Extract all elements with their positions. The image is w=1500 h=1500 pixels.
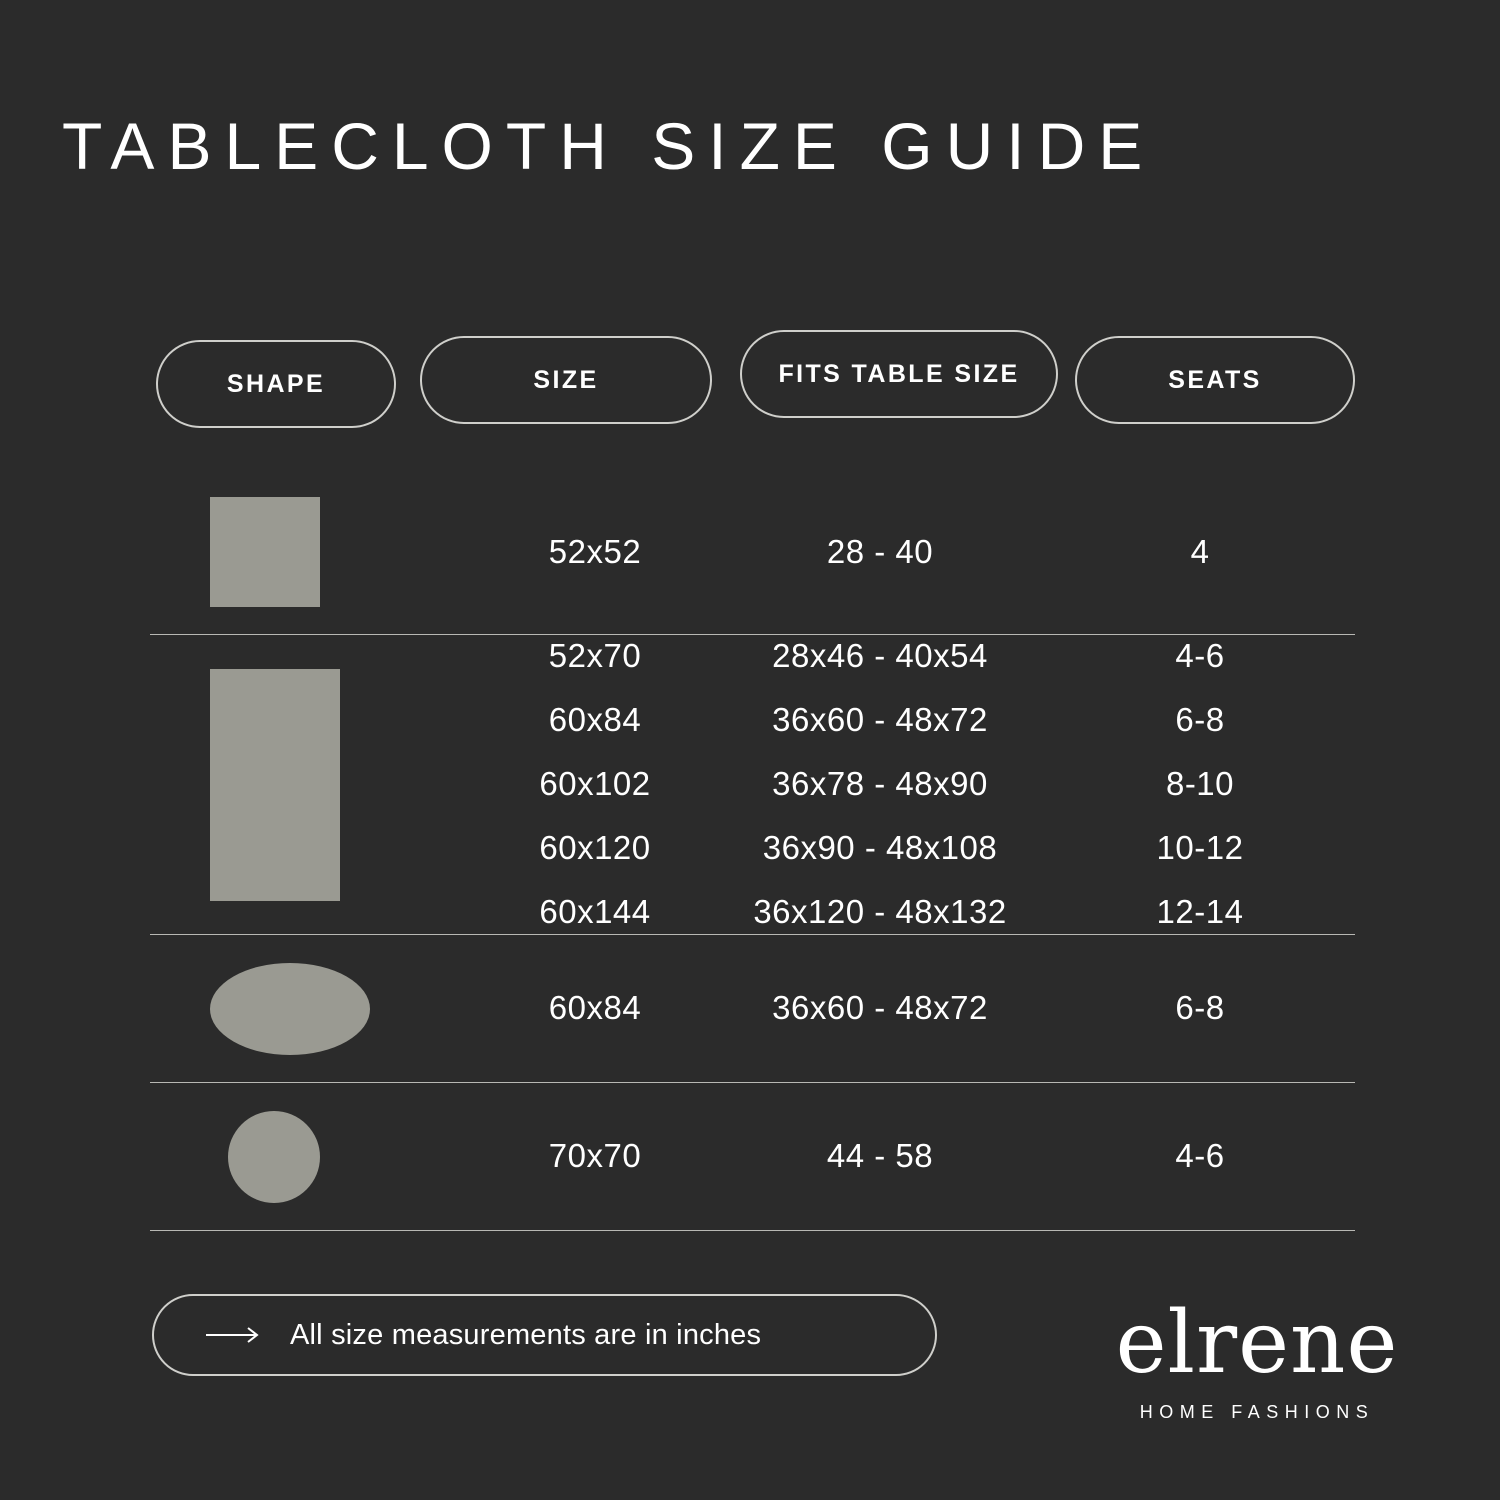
seats-value: 4 (1190, 532, 1210, 570)
shape-cell (150, 1111, 480, 1203)
column-header-size-label: SIZE (533, 365, 599, 394)
size-value: 60x84 (548, 701, 642, 739)
seats-value: 6-8 (1175, 701, 1225, 739)
column-header-seats (1075, 336, 1355, 424)
measurement-note-text: All size measurements are in inches (290, 1318, 762, 1351)
seats-cell (1050, 531, 1350, 574)
size-value: 60x120 (539, 828, 651, 866)
column-header-fits-label: FITS TABLE SIZE (778, 359, 1020, 388)
circle-shape-icon (228, 1111, 320, 1203)
fits-value: 36x90 - 48x108 (762, 828, 998, 866)
table-row (150, 935, 1355, 1083)
seats-value: 12-14 (1156, 892, 1244, 930)
fits-value: 44 - 58 (826, 1137, 934, 1175)
brand-tagline: HOME FASHIONS (1139, 1402, 1375, 1422)
column-header-row (150, 330, 1360, 430)
brand-logo (1092, 1293, 1422, 1423)
column-header-size (420, 336, 712, 424)
arrow-right-icon (206, 1326, 264, 1344)
seats-cell (1050, 635, 1350, 933)
size-value: 60x84 (548, 989, 642, 1027)
oval-shape-icon (210, 963, 370, 1055)
fits-value: 36x120 - 48x132 (753, 892, 1007, 930)
column-header-shape (156, 340, 396, 428)
size-value: 60x144 (539, 892, 651, 930)
table-row (150, 635, 1355, 935)
column-header-fits-table-size (740, 330, 1058, 418)
size-cell (480, 1135, 710, 1178)
page-title: TABLECLOTH SIZE GUIDE (62, 109, 1156, 183)
size-cell (480, 635, 710, 933)
fits-value: 36x60 - 48x72 (772, 989, 988, 1027)
size-cell (480, 987, 710, 1030)
table-row (150, 470, 1355, 635)
rectangle-shape-icon (210, 669, 340, 901)
column-header-seats-label: SEATS (1168, 365, 1262, 394)
fits-value: 36x60 - 48x72 (772, 701, 988, 739)
size-value: 70x70 (548, 1137, 642, 1175)
column-header-shape-label: SHAPE (226, 369, 326, 398)
size-cell (480, 531, 710, 574)
seats-value: 4-6 (1175, 1137, 1225, 1175)
seats-value: 6-8 (1175, 989, 1225, 1027)
size-value: 60x102 (539, 765, 651, 803)
shape-cell (150, 669, 480, 901)
seats-value: 4-6 (1175, 637, 1225, 675)
fits-value: 28x46 - 40x54 (772, 637, 988, 675)
seats-cell (1050, 1135, 1350, 1178)
size-value: 52x52 (548, 532, 642, 570)
fits-cell (710, 1135, 1050, 1178)
size-value: 52x70 (548, 637, 642, 675)
fits-cell (710, 531, 1050, 574)
size-table (150, 470, 1355, 1231)
fits-value: 36x78 - 48x90 (772, 765, 988, 803)
table-row (150, 1083, 1355, 1231)
fits-cell (710, 987, 1050, 1030)
measurement-note (152, 1294, 937, 1376)
fits-cell (710, 635, 1050, 933)
seats-value: 10-12 (1156, 828, 1244, 866)
fits-value: 28 - 40 (826, 532, 934, 570)
shape-cell (150, 963, 480, 1055)
square-shape-icon (210, 497, 320, 607)
seats-cell (1050, 987, 1350, 1030)
shape-cell (150, 497, 480, 607)
seats-value: 8-10 (1165, 765, 1235, 803)
brand-name: elrene (1115, 1293, 1399, 1393)
